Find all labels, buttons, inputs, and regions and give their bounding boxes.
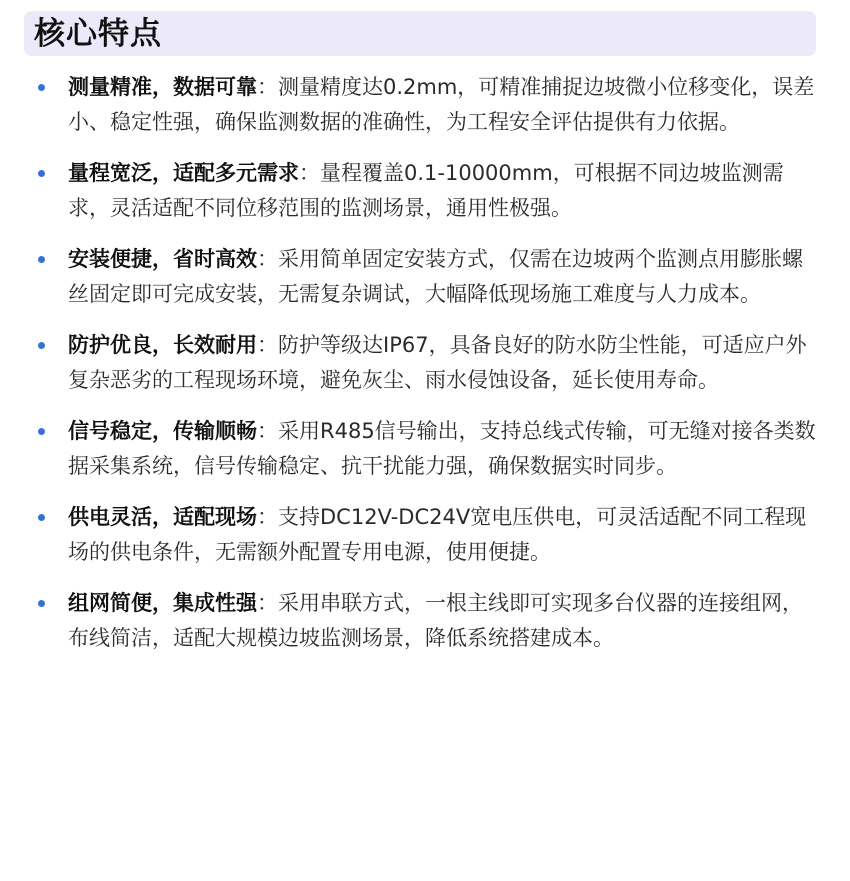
feature-item (0, 156, 850, 226)
feature-description: 采用简单固定安装方式，仅需在边坡两个监测点用膨胀螺丝固定即可完成安装，无需复杂调试，大幅降低现场施工难度与人力成本。 (68, 247, 803, 306)
feature-title: 信号稳定，传输顺畅 (68, 419, 257, 443)
bullet-icon (38, 342, 45, 349)
feature-list (0, 70, 850, 672)
bullet-icon (38, 256, 45, 263)
feature-item (0, 586, 850, 656)
feature-title: 防护优良，长效耐用 (68, 333, 257, 357)
bullet-icon (38, 84, 45, 91)
bullet-icon (38, 514, 45, 521)
feature-colon: ： (257, 419, 278, 443)
feature-description: 量程覆盖0.1-10000mm，可根据不同边坡监测需求，灵活适配不同位移范围的监测场景，通用性极强。 (68, 161, 784, 220)
section-title: 核心特点 (34, 16, 162, 52)
feature-colon: ： (257, 75, 278, 99)
bullet-icon (38, 600, 45, 607)
feature-colon: ： (257, 505, 278, 529)
section-header (24, 11, 816, 56)
feature-item (0, 328, 850, 398)
feature-title: 安装便捷，省时高效 (68, 247, 257, 271)
feature-colon: ： (257, 247, 278, 271)
feature-title: 量程宽泛，适配多元需求 (68, 161, 299, 185)
feature-colon: ： (257, 591, 278, 615)
feature-description: 支持DC12V-DC24V宽电压供电，可灵活适配不同工程现场的供电条件，无需额外配置专用电源，使用便捷。 (68, 505, 807, 564)
bullet-icon (38, 428, 45, 435)
feature-item (0, 500, 850, 570)
feature-description: 测量精度达0.2mm，可精准捕捉边坡微小位移变化，误差小、稳定性强，确保监测数据的准确性，为工程安全评估提供有力依据。 (68, 75, 815, 134)
feature-description: 采用R485信号输出，支持总线式传输，可无缝对接各类数据采集系统，信号传输稳定、抗干扰能力强，确保数据实时同步。 (68, 419, 816, 478)
feature-title: 组网简便，集成性强 (68, 591, 257, 615)
feature-colon: ： (257, 333, 278, 357)
feature-title: 测量精准，数据可靠 (68, 75, 257, 99)
feature-colon: ： (299, 161, 320, 185)
feature-description: 防护等级达IP67，具备良好的防水防尘性能，可适应户外复杂恶劣的工程现场环境，避免灰尘、雨水侵蚀设备，延长使用寿命。 (68, 333, 807, 392)
feature-item (0, 242, 850, 312)
bullet-icon (38, 170, 45, 177)
feature-description: 采用串联方式，一根主线即可实现多台仪器的连接组网，布线简洁，适配大规模边坡监测场景，降低系统搭建成本。 (68, 591, 803, 650)
feature-item (0, 414, 850, 484)
feature-item (0, 70, 850, 140)
feature-title: 供电灵活，适配现场 (68, 505, 257, 529)
